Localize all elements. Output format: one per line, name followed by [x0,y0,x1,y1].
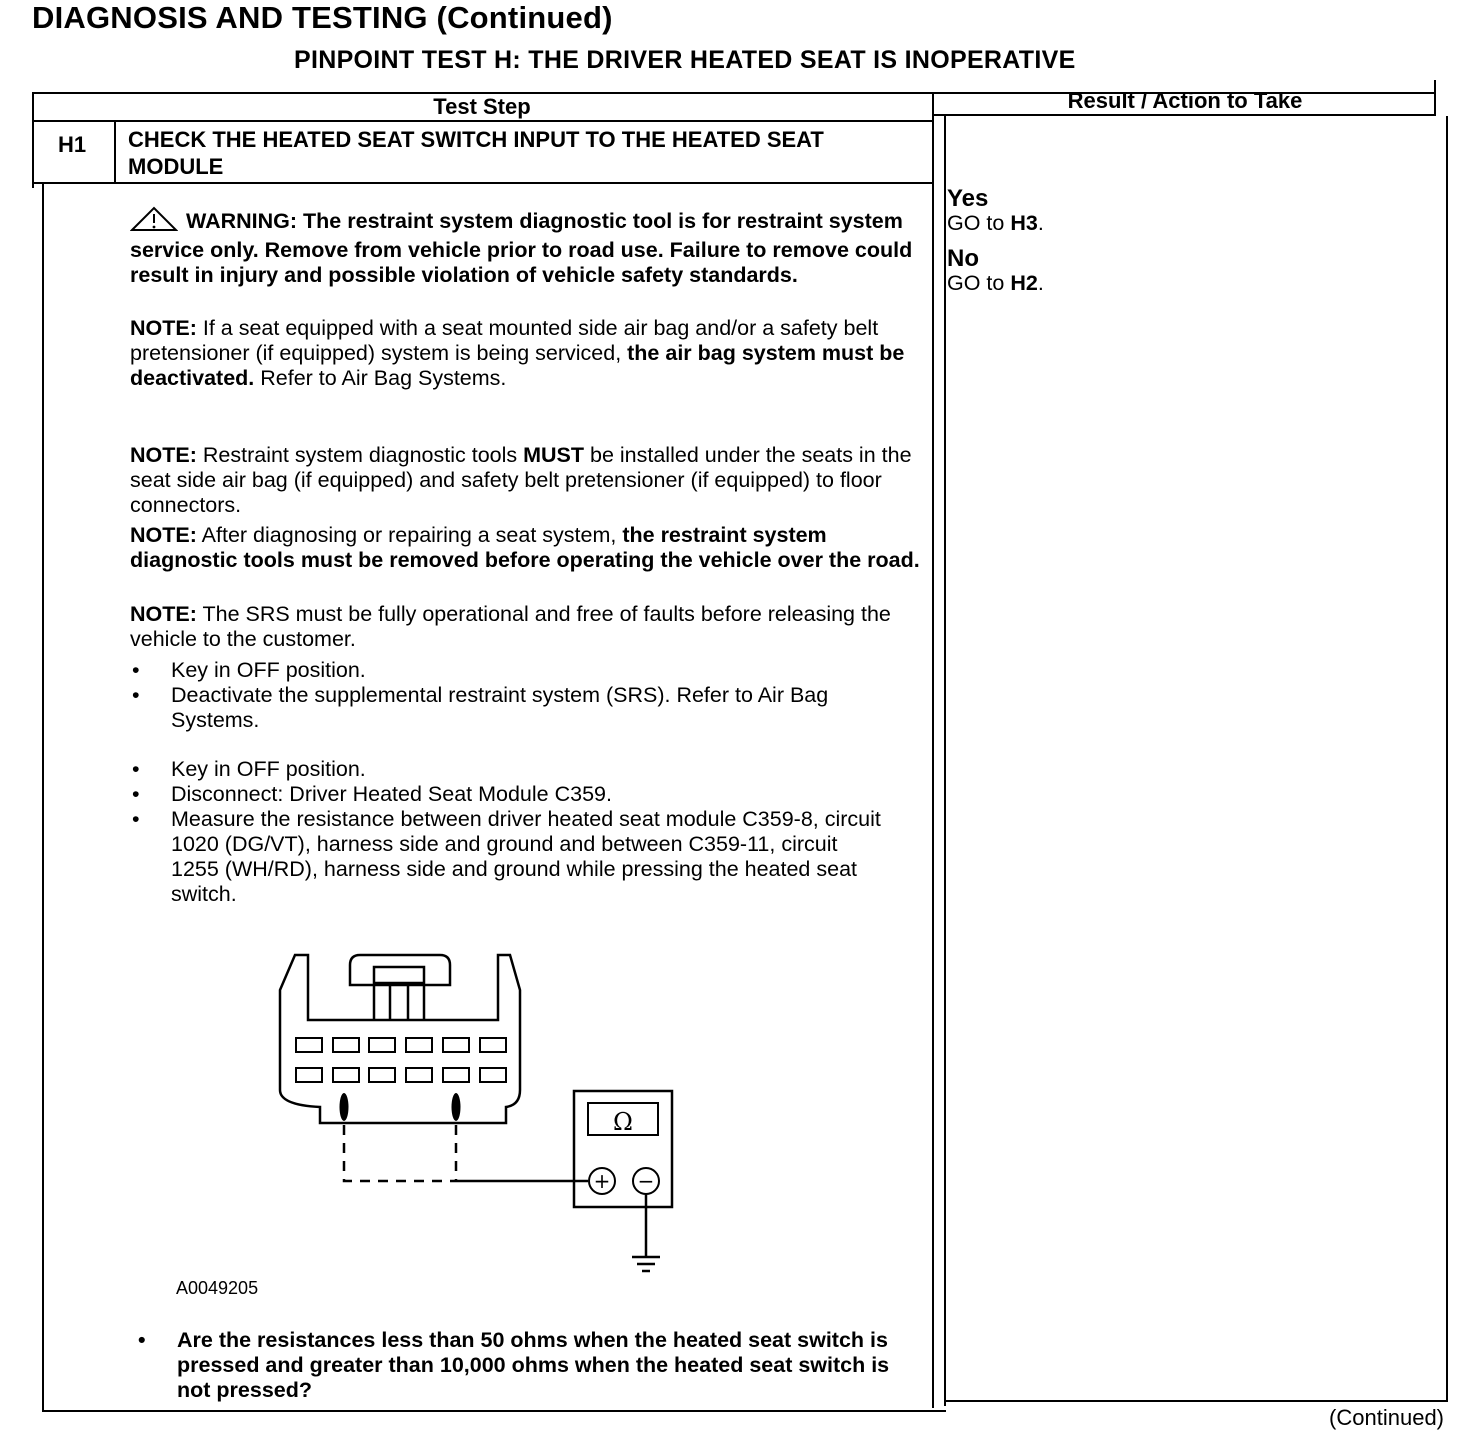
col-head-test-step: Test Step [433,94,531,119]
warning-block [130,206,920,288]
list-item: • Disconnect: Driver Heated Seat Module C359. [132,782,612,806]
col-head-result: Result / Action to Take [1067,88,1303,113]
list-item: • Key in OFF position. [132,658,366,682]
terminal-cavity [443,1038,469,1052]
note-bold: MUST [523,443,585,467]
meter-minus: − [637,1169,655,1193]
note-tail: be installed under the seats in the seat side air bag (if equipped) and safety belt pretensioner (if equipped) to floor connectors. [130,443,912,517]
note-2 [130,443,920,518]
note-tail: Refer to Air Bag Systems. [254,366,507,390]
meter-plus: + [593,1169,611,1193]
note-text: If a seat equipped with a seat mounted side air bag and/or a safety belt pretensioner (if equipped) system is being serviced, [130,316,879,365]
result-yes-label: Yes [947,185,989,212]
step-id: H1 [58,132,87,157]
warning-text: WARNING: The restraint system diagnostic tool is for restraint system service only. Remove from vehicle prior to road use. Failure to remove could result in injury and possible violation of vehicle safety standards. [130,209,913,287]
note-text: Restraint system diagnostic tools [196,443,524,467]
goto-h2-link[interactable]: H2 [1010,271,1038,295]
ohm-symbol: Ω [613,1108,633,1136]
terminal-cavity [296,1038,322,1052]
note-bold: the air bag system must be deactivated. [130,341,905,390]
bullet-list-b [130,757,890,907]
terminal-cavity [369,1038,395,1052]
list-item: • Measure the resistance between driver heated seat module C359-8, circuit 1020 (DG/VT), harness side and ground and between C359-11, circuit 1255 (WH/RD), harness side and ground while pressing the heated seat switch. [132,807,881,906]
result-no: No GO to H2. [947,245,1044,295]
note-label: NOTE: [130,316,197,340]
result-yes: Yes GO to H3. [947,185,1044,235]
note-label: NOTE: [130,443,197,467]
note-text: The SRS must be fully operational and free of faults before releasing the vehicle to the customer. [130,602,891,651]
terminal-cavity [333,1068,359,1082]
terminal-cavity [333,1038,359,1052]
terminal-cavity [443,1068,469,1082]
terminal-cavity [480,1068,506,1082]
pinpoint-test-title: PINPOINT TEST H: THE DRIVER HEATED SEAT IS INOPERATIVE [294,46,1076,74]
list-item: • Key in OFF position. [132,757,366,781]
figure-id: A0049205 [176,1278,259,1298]
terminal-cavity [406,1038,432,1052]
terminal-cavity [296,1068,322,1082]
bullet-list-a [130,658,890,733]
warning-triangle-icon [130,206,178,238]
note-text: After diagnosing or repairing a seat system, [196,523,623,547]
connector-meter-diagram [270,945,700,1285]
note-label: NOTE: [130,602,197,626]
result-no-label: No [947,245,979,272]
note-bold: the restraint system diagnostic tools must be removed before operating the vehicle over the road. [130,523,920,572]
note-1 [130,316,920,391]
note-label: NOTE: [130,523,197,547]
terminal-cavity [480,1038,506,1052]
note-4 [130,602,920,652]
terminal-cavity [369,1068,395,1082]
note-3 [130,523,920,573]
section-title: DIAGNOSIS AND TESTING (Continued) [32,0,613,35]
terminal-cavity [406,1068,432,1082]
continued-label: (Continued) [1329,1405,1444,1430]
question: • Are the resistances less than 50 ohms when the heated seat switch is pressed and greater than 10,000 ohms when the heated seat switch is not pressed? [138,1328,890,1402]
step-title: CHECK THE HEATED SEAT SWITCH INPUT TO THE HEATED SEAT MODULE [128,127,824,179]
list-item: • Deactivate the supplemental restraint system (SRS). Refer to Air Bag Systems. [132,683,829,732]
goto-h3-link[interactable]: H3 [1010,211,1038,235]
